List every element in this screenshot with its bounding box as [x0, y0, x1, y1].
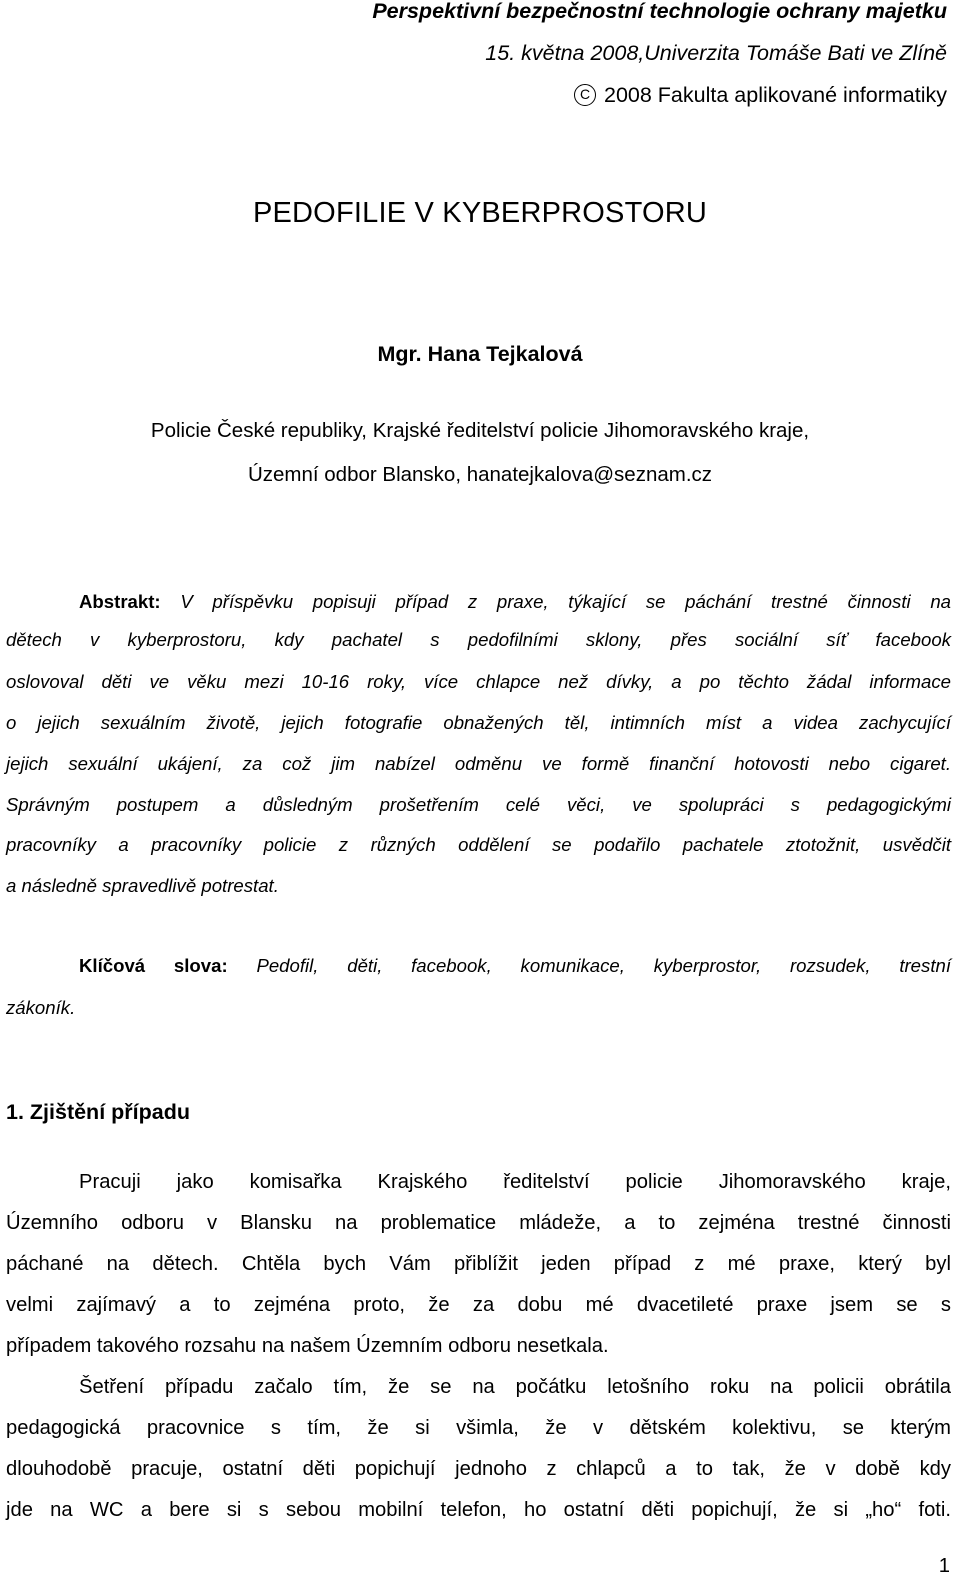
abstract-line-4: o jejich sexuálním životě, jejich fotografie obnažených těl, intimních míst a videa zachycující [6, 712, 951, 733]
abstract-line-2: dětech v kyberprostoru, kdy pachatel s pedofilními sklony, přes sociální síť facebook [6, 629, 951, 650]
body-line-1: Pracuji jako komisařka Krajského ředitelství policie Jihomoravského kraje, [79, 1171, 951, 1193]
body-line-6: Šetření případu začalo tím, že se na počátku letošního roku na policii obrátila [79, 1376, 951, 1398]
page-number: 1 [938, 1555, 950, 1577]
abstract-line-3: oslovoval děti ve věku mezi 10-16 roky, více chlapce než dívky, a po těchto žádal informace [6, 671, 951, 692]
paper-title: PEDOFILIE V KYBERPROSTORU [252, 197, 708, 229]
keywords-line-2: zákoník. [6, 997, 76, 1018]
copyright-icon: C [574, 84, 596, 106]
copyright-text: 2008 Fakulta aplikované informatiky [604, 83, 947, 107]
body-line-2: Územního odboru v Blansku na problematice mládeže, a to zejména trestné činnosti [6, 1212, 951, 1234]
affiliation-line-1: Policie České republiky, Krajské ředitelství policie Jihomoravského kraje, [150, 419, 810, 442]
abstract-line-6: Správným postupem a důsledným prošetřením celé věci, ve spolupráci s pedagogickými [6, 794, 951, 815]
body-line-8: dlouhodobě pracuje, ostatní děti popichují jednoho z chlapců a to tak, že v době kdy [6, 1458, 951, 1480]
section-heading: 1. Zjištění případu [6, 1100, 190, 1124]
conference-title: Perspektivní bezpečnostní technologie ochrany majetku [372, 0, 947, 23]
body-line-5: případem takového rozsahu na našem Územním odboru nesetkala. [6, 1335, 609, 1357]
abstract-line-7: pracovníky a pracovníky policie z různých oddělení se podařilo pachatele ztotožnit, usvědčit [6, 834, 951, 855]
body-line-9: jde na WC a bere si s sebou mobilní telefon, ho ostatní děti popichují, že si „ho“ foti. [6, 1499, 951, 1521]
abstract-line-5: jejich sexuální ukájení, za což jim nabízel odměnu ve formě finanční hotovosti nebo cigaret. [6, 753, 951, 774]
author-name: Mgr. Hana Tejkalová [377, 342, 583, 366]
abstract-line-1: Abstrakt: V příspěvku popisuji případ z praxe, týkající se páchání trestné činnosti na [79, 591, 951, 612]
abstract-label: Abstrakt: [79, 591, 161, 612]
affiliation-line-2: Územní odbor Blansko, hanatejkalova@seznam.cz [247, 463, 713, 486]
keywords-line-1: Klíčová slova: Pedofil, děti, facebook, komunikace, kyberprostor, rozsudek, trestní [79, 955, 951, 976]
copyright-line [574, 82, 947, 108]
conference-date: 15. května 2008,Univerzita Tomáše Bati ve Zlíně [485, 41, 947, 65]
body-line-4: velmi zajímavý a to zejména proto, že za dobu mé dvacetileté praxe jsem se s [6, 1294, 951, 1316]
abstract-line-8: a následně spravedlivě potrestat. [6, 875, 279, 896]
body-line-7: pedagogická pracovnice s tím, že si všimla, že v dětském kolektivu, se kterým [6, 1417, 951, 1439]
keywords-label: Klíčová slova: [79, 955, 228, 976]
body-line-3: páchané na dětech. Chtěla bych Vám přiblížit jeden případ z mé praxe, který byl [6, 1253, 951, 1275]
